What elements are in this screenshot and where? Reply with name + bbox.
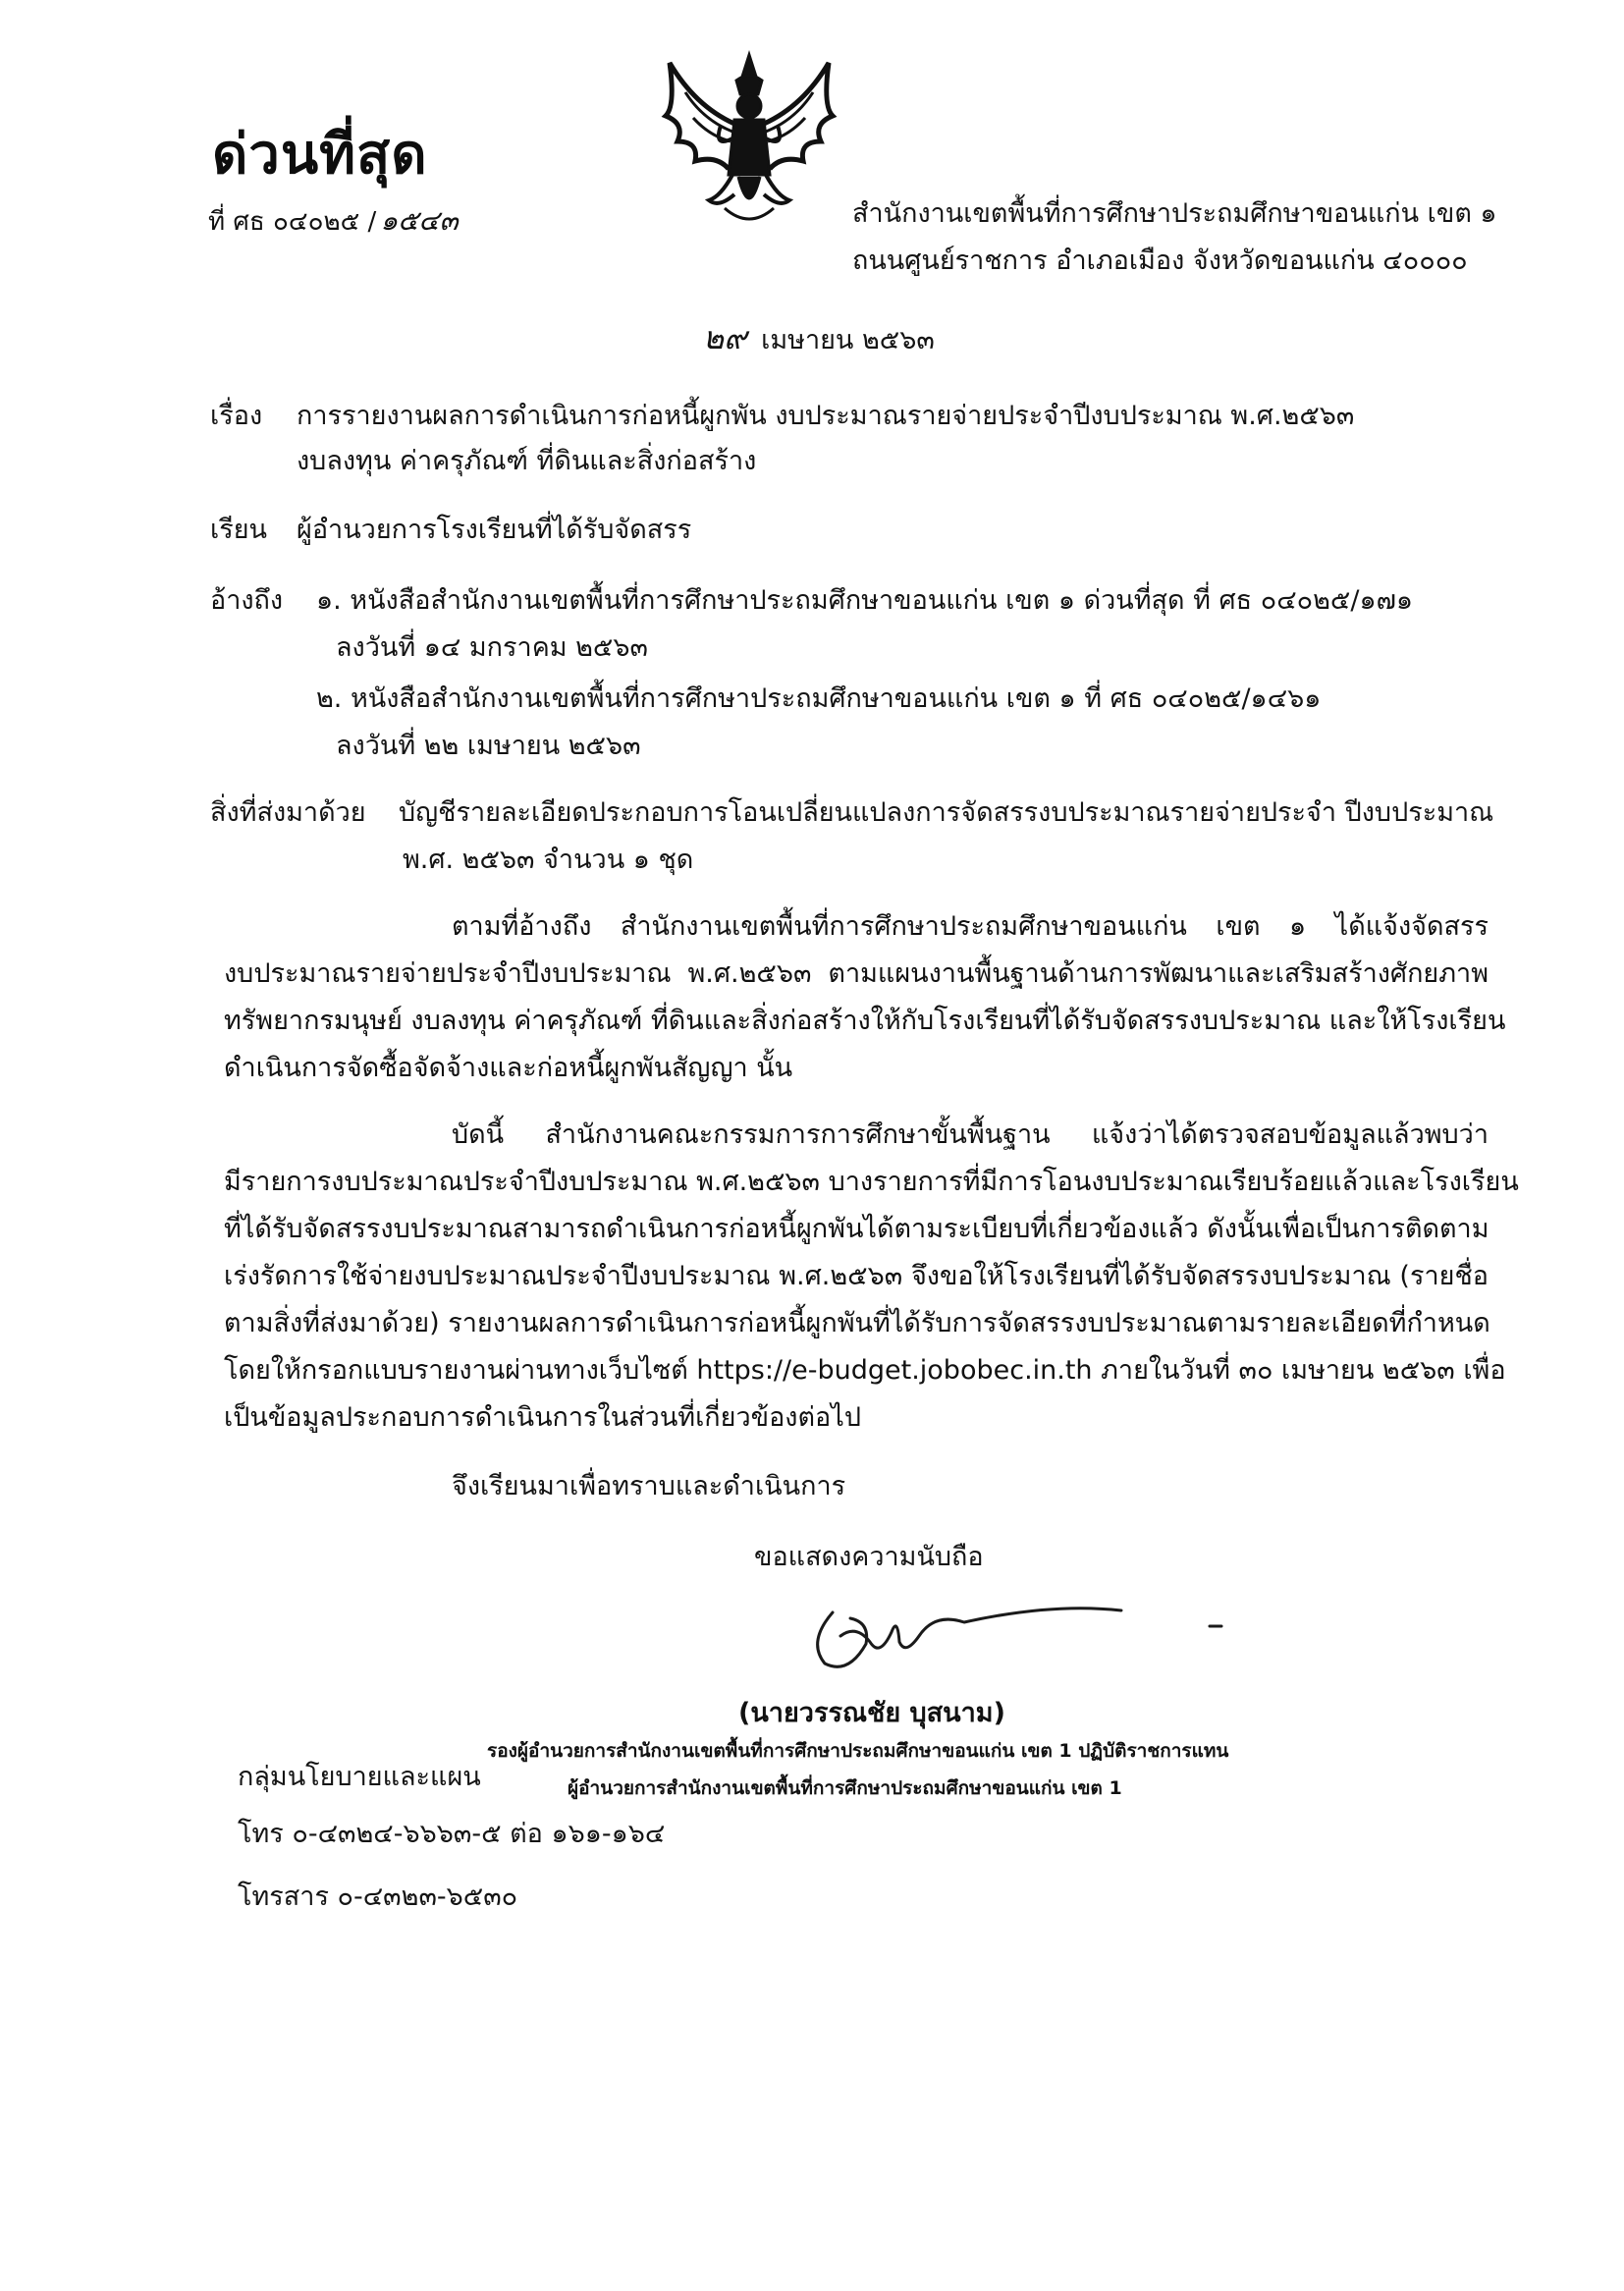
office-name: สำนักงานเขตพื้นที่การศึกษาประถมศึกษาขอนแก่น เขต ๑ (852, 198, 1497, 229)
office-address: ถนนศูนย์ราชการ อำเภอเมือง จังหวัดขอนแก่น ๔๐๐๐๐ (852, 245, 1468, 276)
enclosure-line-2: พ.ศ. ๒๕๖๓ จำนวน ๑ ชุด (403, 845, 694, 875)
para2-line-5: ตามสิ่งที่ส่งมาด้วย) รายงานผลการดำเนินการก่อหนี้ผูกพันที่ได้รับการจัดสรรงบประมาณตามรายละเอียดที่กำหนด (224, 1308, 1490, 1338)
para1-line-4: ดำเนินการจัดซื้อจัดจ้างและก่อหนี้ผูกพันสัญญา นั้น (224, 1053, 793, 1083)
signatory-name: (นายวรรณชัย บุสนาม) (738, 1698, 1005, 1728)
document-number (208, 199, 459, 243)
document-date (703, 318, 935, 360)
closing-salutation: ขอแสดงความนับถือ (754, 1542, 984, 1572)
date-month-year: เมษายน ๒๕๖๓ (761, 325, 935, 355)
subject-label: เรื่อง (210, 401, 263, 431)
department-phone: โทร ๐-๔๓๒๔-๖๖๖๓-๕ ต่อ ๑๖๑-๑๖๔ (238, 1819, 666, 1849)
recipient-text: ผู้อำนวยการโรงเรียนที่ได้รับจัดสรร (297, 515, 692, 545)
enclosure-label: สิ่งที่ส่งมาด้วย (210, 797, 366, 828)
reference-2-line-1: ๒. หนังสือสำนักงานเขตพื้นที่การศึกษาประถมศึกษาขอนแก่น เขต ๑ ที่ ศธ ๐๔๐๒๕/๑๔๖๑ (316, 683, 1322, 714)
para2-line-7: เป็นข้อมูลประกอบการดำเนินการในส่วนที่เกี่ยวข้องต่อไป (224, 1402, 861, 1433)
department-fax: โทรสาร ๐-๔๓๒๓-๖๕๓๐ (238, 1882, 518, 1912)
subject-line-1: การรายงานผลการดำเนินการก่อหนี้ผูกพัน งบประมาณรายจ่ายประจำปีงบประมาณ พ.ศ.๒๕๖๓ (297, 401, 1355, 431)
reference-1-line-1: ๑. หนังสือสำนักงานเขตพื้นที่การศึกษาประถมศึกษาขอนแก่น เขต ๑ ด่วนที่สุด ที่ ศธ ๐๔๐๒๕/๑๗๑ (316, 585, 1414, 616)
department-name: กลุ่มนโยบายและแผน (238, 1762, 481, 1792)
para2-line-4: เร่งรัดการใช้จ่ายงบประมาณประจำปีงบประมาณ พ.ศ.๒๕๖๓ จึงขอให้โรงเรียนที่ได้รับจัดสรรงบประมาณ (รายชื่อ (224, 1261, 1489, 1291)
para1-line-3: ทรัพยากรมนุษย์ งบลงทุน ค่าครุภัณฑ์ ที่ดินและสิ่งก่อสร้างให้กับโรงเรียนที่ได้รับจัดสรรงบประมาณ และให้โรงเรียน (224, 1006, 1506, 1036)
reference-2-line-2: ลงวันที่ ๒๒ เมษายน ๒๕๖๓ (336, 731, 641, 761)
closing-request: จึงเรียนมาเพื่อทราบและดำเนินการ (452, 1471, 846, 1501)
signatory-position-line-2: ผู้อำนวยการสำนักงานเขตพื้นที่การศึกษาประถมศึกษาขอนแก่น เขต 1 (568, 1777, 1122, 1799)
para2-line-6: โดยให้กรอกแบบรายงานผ่านทางเว็บไซต์ https://e-budget.jobobec.in.th ภายในวันที่ ๓๐ เมษายน ๒๕๖๓ เพื่อ (224, 1355, 1506, 1386)
signatory-position-line-1: รองผู้อำนวยการสำนักงานเขตพื้นที่การศึกษาประถมศึกษาขอนแก่น เขต 1 ปฏิบัติราชการแทน (487, 1740, 1229, 1762)
para2-line-2: มีรายการงบประมาณประจำปีงบประมาณ พ.ศ.๒๕๖๓ บางรายการที่มีการโอนงบประมาณเรียบร้อยแล้วและโรงเรียน (224, 1167, 1519, 1197)
document-number-prefix: ที่ ศธ ๐๔๐๒๕ / (208, 207, 377, 237)
date-handwritten-day: ๒๙ (703, 319, 747, 356)
document-number-handwritten: ๑๕๔๓ (380, 204, 459, 237)
garuda-emblem-icon (656, 47, 842, 234)
para2-line-1: บัดนี้ สำนักงานคณะกรรมการการศึกษาขั้นพื้นฐาน แจ้งว่าได้ตรวจสอบข้อมูลแล้วพบว่า (452, 1119, 1489, 1150)
para1-line-1: ตามที่อ้างถึง สำนักงานเขตพื้นที่การศึกษาประถมศึกษาขอนแก่น เขต ๑ ได้แจ้งจัดสรร (452, 911, 1489, 942)
reference-label: อ้างถึง (210, 585, 284, 616)
urgency-heading: ด่วนที่สุด (212, 123, 428, 187)
subject-line-2: งบลงทุน ค่าครุภัณฑ์ ที่ดินและสิ่งก่อสร้าง (297, 446, 757, 476)
reference-1-line-2: ลงวันที่ ๑๔ มกราคม ๒๕๖๓ (336, 632, 648, 663)
handwritten-signature (797, 1573, 1229, 1681)
enclosure-line-1: บัญชีรายละเอียดประกอบการโอนเปลี่ยนแปลงการจัดสรรงบประมาณรายจ่ายประจำ ปีงบประมาณ (399, 797, 1494, 828)
para1-line-2: งบประมาณรายจ่ายประจำปีงบประมาณ พ.ศ.๒๕๖๓ ตามแผนงานพื้นฐานด้านการพัฒนาและเสริมสร้างศักยภาพ (224, 958, 1489, 989)
recipient-label: เรียน (210, 515, 268, 545)
para2-line-3: ที่ได้รับจัดสรรงบประมาณสามารถดำเนินการก่อหนี้ผูกพันได้ตามระเบียบที่เกี่ยวข้องแล้ว ดังนั้นเพื่อเป็นการติดตาม (224, 1214, 1489, 1244)
